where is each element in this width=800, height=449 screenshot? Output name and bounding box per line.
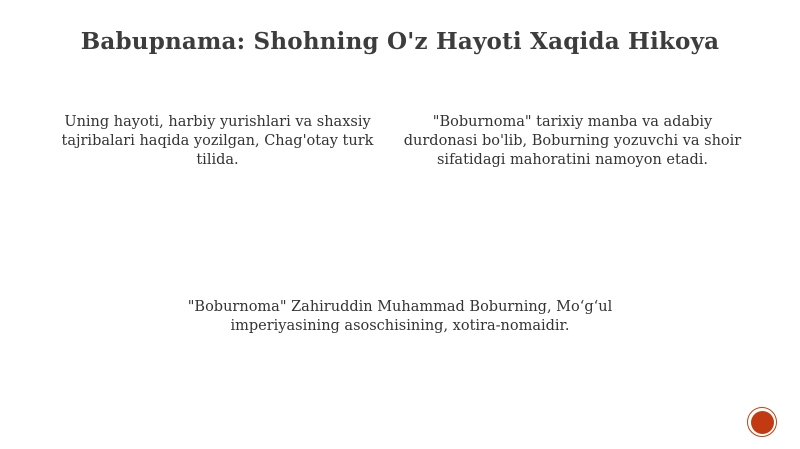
slide-title: Babupnama: Shohning O'z Hayoti Xaqida Hikoya <box>80 28 720 55</box>
next-slide-button[interactable] <box>747 407 777 437</box>
text-block-bottom: "Boburnoma" Zahiruddin Muhammad Boburning, Moʻgʻul imperiyasining asoschisining, xotira-nomaidir. <box>187 299 613 334</box>
circle-next-icon <box>751 411 774 434</box>
text-block-left: Uning hayoti, harbiy yurishlari va shaxsiy tajribalari haqida yozilgan, Chag'otay turk tilida. <box>61 114 374 168</box>
text-block-right: "Boburnoma" tarixiy manba va adabiy durdonasi bo'lib, Boburning yozuvchi va shoir sifatidagi mahoratini namoyon etadi. <box>403 114 742 168</box>
